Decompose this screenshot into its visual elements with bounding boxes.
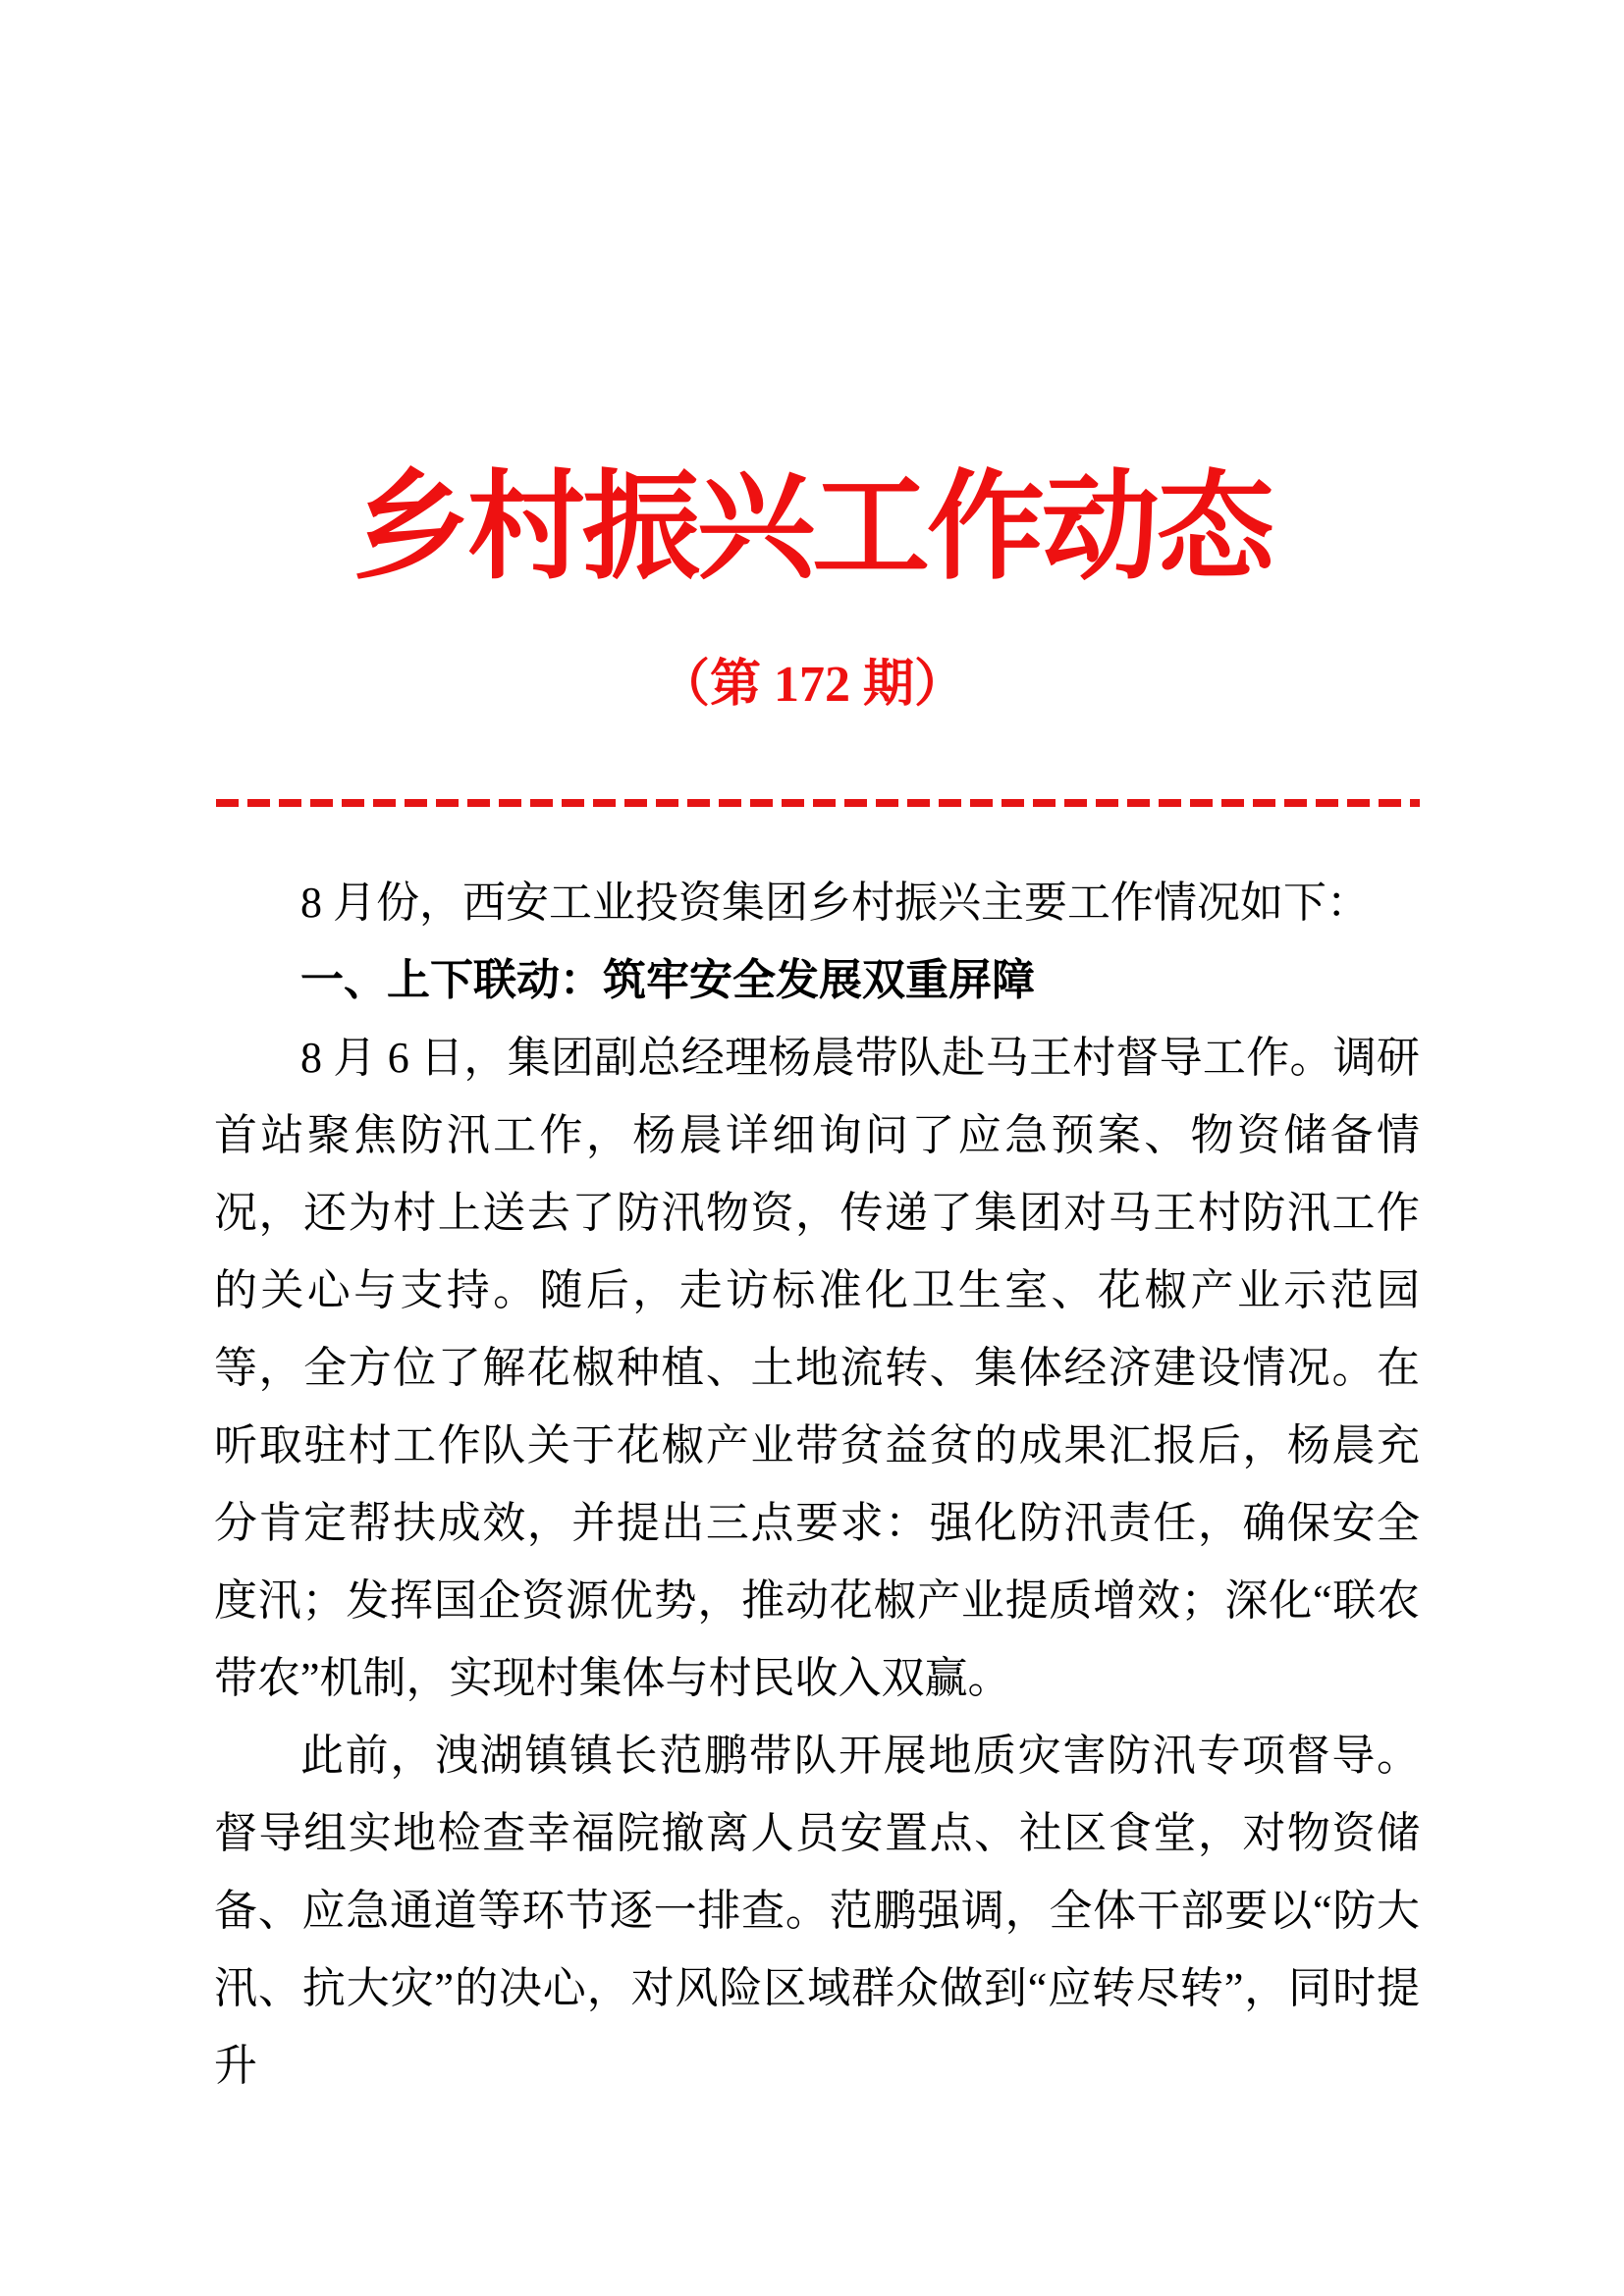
issue-number: （第 172 期） (658, 657, 965, 713)
section-1-heading: 一、上下联动：筑牢安全发展双重屏障 (300, 956, 1035, 1004)
red-dashed-divider (216, 799, 1420, 807)
section-1-paragraph-2: 此前，洩湖镇镇长范鹏带队开展地质灾害防汛专项督导。督导组实地检查幸福院撤离人员安置点、社区食堂，对物资储备、应急通道等环节逐一排查。范鹏强调，全体干部要以“防大汛、抗大灾”的决心，对风险区域群众做到“应转尽转”，同时提升 (214, 1732, 1420, 2090)
document-body (214, 864, 1420, 2105)
intro-paragraph: 8 月份，西安工业投资集团乡村振兴主要工作情况如下： (300, 879, 1370, 927)
document-title: 乡村振兴工作动态 (352, 462, 1272, 593)
section-1-paragraph-1: 8 月 6 日，集团副总经理杨晨带队赴马王村督导工作。调研首站聚焦防汛工作，杨晨详细询问了应急预案、物资储备情况，还为村上送去了防汛物资，传递了集团对马王村防汛工作的关心与支持。随后，走访标准化卫生室、花椒产业示范园等，全方位了解花椒种植、土地流转、集体经济建设情况。在听取驻村工作队关于花椒产业带贫益贫的成果汇报后，杨晨充分肯定帮扶成效，并提出三点要求：强化防汛责任，确保安全度汛；发挥国企资源优势，推动花椒产业提质增效；深化“联农带农”机制，实现村集体与村民收入双赢。 (214, 1034, 1420, 1702)
